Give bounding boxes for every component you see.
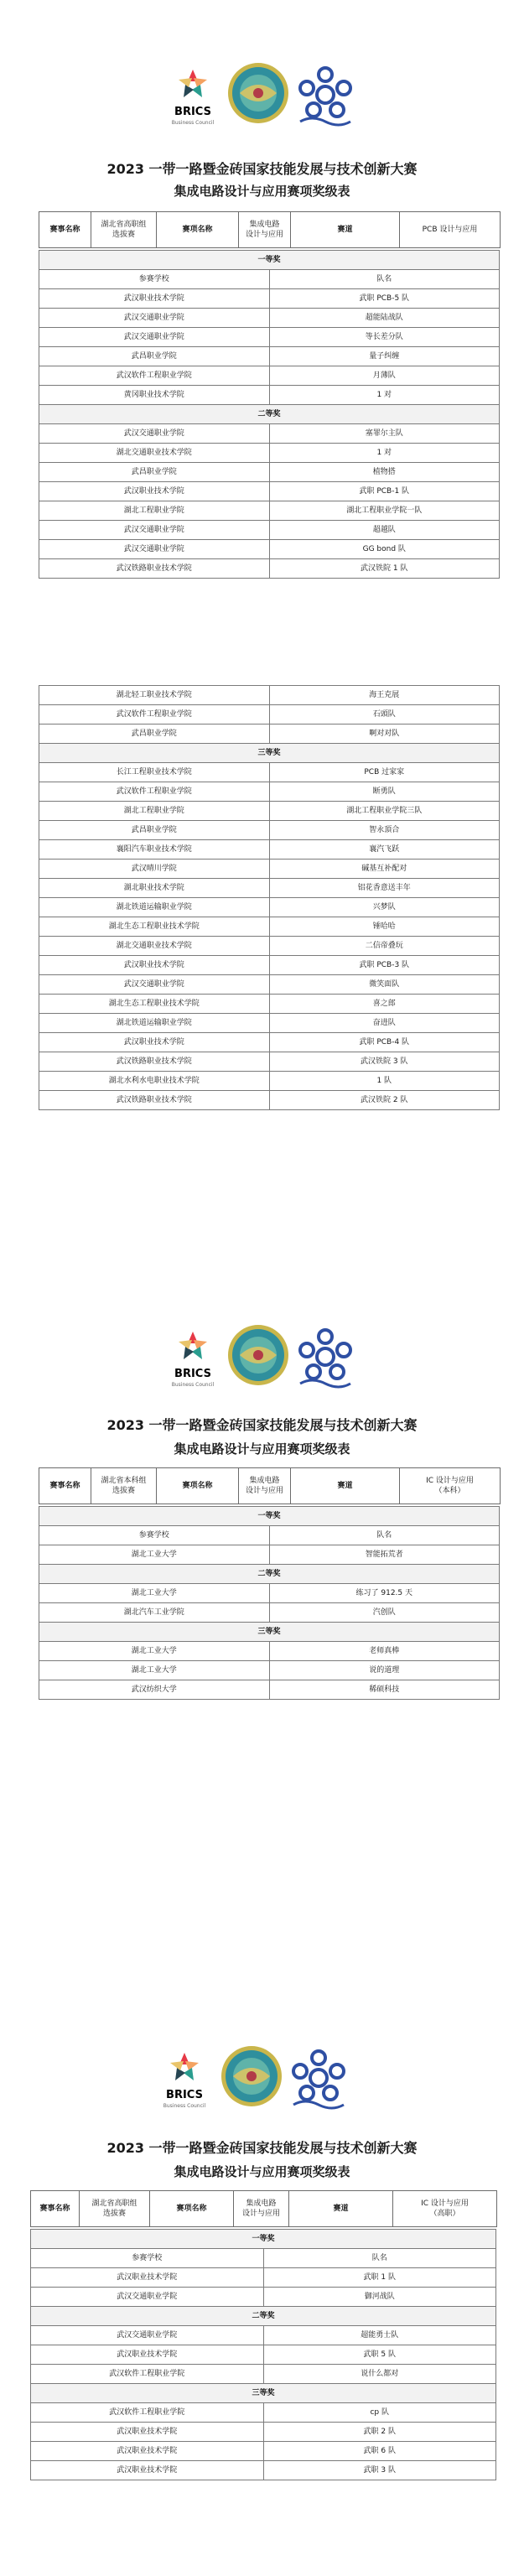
table-row [39, 1072, 500, 1091]
team-cell: 稀硕科技 [269, 1680, 500, 1700]
table-row [39, 782, 500, 802]
header-value-track: IC 设计与应用 （高职） [393, 2191, 497, 2227]
table-row [31, 2268, 496, 2288]
prize-heading-row [31, 2230, 496, 2249]
table-row [39, 898, 500, 917]
school-cell: 武汉铁路职业技术学院 [39, 1052, 270, 1072]
prize-heading-row [39, 1623, 500, 1642]
header-value-item: 集成电路 设计与应用 [239, 212, 291, 248]
team-cell: 断勇队 [269, 782, 500, 802]
svg-text:BRICS: BRICS [174, 106, 211, 118]
school-cell: 武汉铁路职业技术学院 [39, 559, 270, 579]
school-cell: 武汉职业技术学院 [31, 2268, 264, 2288]
school-cell: 武汉交通职业学院 [39, 424, 270, 444]
team-cell: 武职 2 队 [263, 2423, 496, 2442]
school-cell: 湖北生态工程职业技术学院 [39, 917, 270, 937]
table-row [39, 1033, 500, 1052]
school-cell: 参赛学校 [39, 270, 270, 289]
school-cell: 武汉软件工程职业学院 [39, 366, 270, 386]
table-row [39, 444, 500, 463]
prize-heading-row [31, 2384, 496, 2403]
logo-row [0, 1325, 524, 1400]
school-cell: 武昌职业学院 [39, 724, 270, 744]
team-cell: 智永頂合 [269, 821, 500, 840]
page-subtitle: 集成电路设计与应用赛项奖级表 [174, 184, 350, 199]
school-cell: 武汉职业技术学院 [31, 2461, 264, 2480]
school-cell: 武汉软件工程职业学院 [39, 782, 270, 802]
team-cell: 武职 6 队 [263, 2442, 496, 2461]
brics-logo [168, 1325, 218, 1392]
prize-heading-row [39, 1507, 500, 1526]
team-cell: 1 队 [269, 1072, 500, 1091]
prize-level: 三等奖 [31, 2384, 496, 2403]
table-row [39, 482, 500, 501]
school-cell: 湖北工程职业学院 [39, 802, 270, 821]
school-cell: 武汉软件工程职业学院 [39, 705, 270, 724]
school-cell: 湖北工业大学 [39, 1584, 270, 1603]
team-cell: 量子纠缠 [269, 347, 500, 366]
team-cell: 说什么都对 [263, 2365, 496, 2384]
school-cell: 武汉纺织大学 [39, 1680, 270, 1700]
table-row [31, 2442, 496, 2461]
table-row [39, 975, 500, 995]
header-label-item: 赛项名称 [157, 1468, 239, 1504]
table-row [31, 2345, 496, 2365]
team-cell: 啊对对队 [269, 724, 500, 744]
school-cell: 湖北汽车工业学院 [39, 1603, 270, 1623]
table-row [39, 501, 500, 521]
table-row [39, 860, 500, 879]
school-cell: 参赛学校 [31, 2249, 264, 2268]
team-cell: 武汉铁院 3 队 [269, 1052, 500, 1072]
table-row [31, 2461, 496, 2480]
page-title: 2023 一带一路暨金砖国家技能发展与技术创新大赛 [106, 1417, 418, 1433]
page-title: 2023 一带一路暨金砖国家技能发展与技术创新大赛 [106, 2140, 418, 2156]
team-cell: 1 对 [269, 444, 500, 463]
logo-row [0, 2046, 524, 2122]
table-row [39, 1661, 500, 1680]
school-cell: 武汉交通职业学院 [31, 2326, 264, 2345]
table-row [39, 289, 500, 309]
table-row [31, 2288, 496, 2307]
table-row [39, 270, 500, 289]
team-cell: 喜之郎 [269, 995, 500, 1014]
team-cell: 御河战队 [263, 2288, 496, 2307]
team-cell: 武汉铁院 2 队 [269, 1091, 500, 1110]
emblem-logo [226, 1322, 290, 1389]
table-row [39, 937, 500, 956]
knot-logo [288, 2046, 349, 2110]
school-cell: 武昌职业学院 [39, 821, 270, 840]
prize-heading-row [39, 744, 500, 763]
team-cell: 石頭队 [269, 705, 500, 724]
header-label-track: 赛道 [289, 2191, 393, 2227]
table-row [39, 705, 500, 724]
school-cell: 武汉交通职业学院 [39, 975, 270, 995]
school-cell: 湖北生态工程职业技术学院 [39, 995, 270, 1014]
prize-heading-row [39, 405, 500, 424]
team-cell: 队名 [269, 1526, 500, 1545]
school-cell: 武汉职业技术学院 [39, 1033, 270, 1052]
prize-level: 三等奖 [39, 744, 500, 763]
team-cell: 湖北工程职业学院一队 [269, 501, 500, 521]
table-row [39, 1091, 500, 1110]
prize-level: 二等奖 [39, 1565, 500, 1584]
team-cell: 超能陆战队 [269, 309, 500, 328]
school-cell: 湖北轻工职业技术学院 [39, 686, 270, 705]
team-cell: 武职 PCB-4 队 [269, 1033, 500, 1052]
team-cell: 铝花香意送丰年 [269, 879, 500, 898]
table-row [39, 559, 500, 579]
table-row [31, 2326, 496, 2345]
header-value-item: 集成电路 设计与应用 [234, 2191, 289, 2227]
school-cell: 武汉职业技术学院 [31, 2423, 264, 2442]
prize-level: 二等奖 [39, 405, 500, 424]
school-cell: 湖北铁道运输职业学院 [39, 898, 270, 917]
prize-level: 一等奖 [39, 1507, 500, 1526]
table-row [39, 366, 500, 386]
table-row [31, 2249, 496, 2268]
team-cell: 练习了 912.5 天 [269, 1584, 500, 1603]
svg-text:Business Council: Business Council [163, 2103, 206, 2109]
table-row [39, 821, 500, 840]
table-row [39, 1680, 500, 1700]
prize-level: 一等奖 [39, 251, 500, 270]
logo-row [0, 63, 524, 138]
team-cell: 兴梦队 [269, 898, 500, 917]
team-cell: 湖北工程职业学院三队 [269, 802, 500, 821]
table-row [39, 386, 500, 405]
team-cell: 队名 [269, 270, 500, 289]
table-row [39, 956, 500, 975]
table-row [39, 995, 500, 1014]
school-cell: 湖北交通职业技术学院 [39, 444, 270, 463]
school-cell: 湖北工业大学 [39, 1545, 270, 1565]
school-cell: 武汉职业技术学院 [39, 482, 270, 501]
table-row [39, 540, 500, 559]
school-cell: 湖北工业大学 [39, 1642, 270, 1661]
table-row [39, 1526, 500, 1545]
team-cell: 1 对 [269, 386, 500, 405]
school-cell: 武汉软件工程职业学院 [31, 2403, 264, 2423]
school-cell: 武汉职业技术学院 [31, 2442, 264, 2461]
team-cell: 植物搭 [269, 463, 500, 482]
team-cell: 二信帝叠玩 [269, 937, 500, 956]
table-row [31, 2423, 496, 2442]
team-cell: GG bond 队 [269, 540, 500, 559]
table-row [31, 2403, 496, 2423]
team-cell: 老师真棒 [269, 1642, 500, 1661]
brics-logo [159, 2046, 210, 2113]
school-cell: 武汉职业技术学院 [39, 956, 270, 975]
team-cell: 武职 PCB-5 队 [269, 289, 500, 309]
school-cell: 武汉交通职业学院 [31, 2288, 264, 2307]
header-label-item: 赛项名称 [157, 212, 239, 248]
header-value-event: 湖北省高职组 选拔赛 [91, 212, 157, 248]
school-cell: 武汉铁路职业技术学院 [39, 1091, 270, 1110]
school-cell: 湖北职业技术学院 [39, 879, 270, 898]
table-row [39, 463, 500, 482]
team-cell: 武职 1 队 [263, 2268, 496, 2288]
page-subtitle: 集成电路设计与应用赛项奖级表 [174, 2164, 350, 2179]
school-cell: 武昌职业学院 [39, 347, 270, 366]
emblem-logo [220, 2043, 283, 2110]
prize-level: 三等奖 [39, 1623, 500, 1642]
table-row [39, 1545, 500, 1565]
school-cell: 长江工程职业技术学院 [39, 763, 270, 782]
table-row [39, 1584, 500, 1603]
team-cell: 武汉铁院 1 队 [269, 559, 500, 579]
header-value-track: IC 设计与应用 （本科） [400, 1468, 501, 1504]
team-cell: 智能拓荒者 [269, 1545, 500, 1565]
awards-table [39, 250, 500, 579]
header-label-track: 赛道 [291, 212, 400, 248]
team-cell: 奋进队 [269, 1014, 500, 1033]
awards-table-continued [39, 685, 500, 1110]
school-cell: 武汉职业技术学院 [39, 289, 270, 309]
team-cell: 月薄队 [269, 366, 500, 386]
header-label-item: 赛项名称 [150, 2191, 234, 2227]
header-table [39, 211, 501, 248]
svg-text:Business Council: Business Council [171, 1382, 215, 1388]
knot-logo [295, 63, 355, 127]
table-row [39, 309, 500, 328]
svg-text:BRICS: BRICS [166, 2089, 203, 2101]
school-cell: 武汉交通职业学院 [39, 540, 270, 559]
header-value-item: 集成电路 设计与应用 [239, 1468, 291, 1504]
table-row [39, 1603, 500, 1623]
table-row [39, 840, 500, 860]
team-cell: 塞罪尔主队 [269, 424, 500, 444]
school-cell: 武汉交通职业学院 [39, 521, 270, 540]
table-row [39, 328, 500, 347]
table-row [39, 724, 500, 744]
school-cell: 黄冈职业技术学院 [39, 386, 270, 405]
table-row [39, 1052, 500, 1072]
awards-table [39, 1506, 500, 1700]
team-cell: 武职 PCB-1 队 [269, 482, 500, 501]
team-cell: 超能勇士队 [263, 2326, 496, 2345]
page-title: 2023 一带一路暨金砖国家技能发展与技术创新大赛 [106, 161, 418, 177]
header-label-track: 赛道 [291, 1468, 400, 1504]
school-cell: 湖北工业大学 [39, 1661, 270, 1680]
table-row [39, 424, 500, 444]
svg-text:BRICS: BRICS [174, 1368, 211, 1380]
table-row [39, 686, 500, 705]
school-cell: 襄阳汽车职业技术学院 [39, 840, 270, 860]
team-cell: 武职 5 队 [263, 2345, 496, 2365]
team-cell: 武职 PCB-3 队 [269, 956, 500, 975]
header-value-event: 湖北省本科组 选拔赛 [91, 1468, 157, 1504]
team-cell: 碱基互补配对 [269, 860, 500, 879]
table-row [39, 521, 500, 540]
prize-level: 一等奖 [31, 2230, 496, 2249]
header-label-event: 赛事名称 [39, 212, 91, 248]
team-cell: 襄汽飞跃 [269, 840, 500, 860]
school-cell: 武汉交通职业学院 [39, 328, 270, 347]
header-label-event: 赛事名称 [39, 1468, 91, 1504]
header-label-event: 赛事名称 [31, 2191, 80, 2227]
prize-heading-row [39, 251, 500, 270]
school-cell: 湖北水利水电职业技术学院 [39, 1072, 270, 1091]
school-cell: 武汉职业技术学院 [31, 2345, 264, 2365]
svg-text:Business Council: Business Council [171, 120, 215, 126]
team-cell: 汽创队 [269, 1603, 500, 1623]
page-subtitle: 集成电路设计与应用赛项奖级表 [174, 1441, 350, 1457]
school-cell: 湖北工程职业学院 [39, 501, 270, 521]
school-cell: 参赛学校 [39, 1526, 270, 1545]
emblem-logo [226, 60, 290, 127]
team-cell: 队名 [263, 2249, 496, 2268]
team-cell: 等长差分队 [269, 328, 500, 347]
table-row [39, 917, 500, 937]
team-cell: 说的道理 [269, 1661, 500, 1680]
header-table [30, 2190, 497, 2227]
team-cell: PCB 过家家 [269, 763, 500, 782]
team-cell: 超越队 [269, 521, 500, 540]
knot-logo [295, 1325, 355, 1389]
table-row [31, 2365, 496, 2384]
brics-logo [168, 63, 218, 130]
school-cell: 武汉软件工程职业学院 [31, 2365, 264, 2384]
team-cell: 锤哈哈 [269, 917, 500, 937]
table-row [39, 1014, 500, 1033]
table-row [39, 1642, 500, 1661]
header-value-track: PCB 设计与应用 [400, 212, 501, 248]
prize-heading-row [31, 2307, 496, 2326]
prize-heading-row [39, 1565, 500, 1584]
table-row [39, 763, 500, 782]
header-value-event: 湖北省高职组 选拔赛 [80, 2191, 150, 2227]
team-cell: 微笑面队 [269, 975, 500, 995]
team-cell: cp 队 [263, 2403, 496, 2423]
table-row [39, 802, 500, 821]
table-row [39, 879, 500, 898]
table-row [39, 347, 500, 366]
school-cell: 武汉交通职业学院 [39, 309, 270, 328]
team-cell: 海王克展 [269, 686, 500, 705]
school-cell: 武昌职业学院 [39, 463, 270, 482]
school-cell: 湖北交通职业技术学院 [39, 937, 270, 956]
school-cell: 湖北铁道运输职业学院 [39, 1014, 270, 1033]
prize-level: 二等奖 [31, 2307, 496, 2326]
header-table [39, 1467, 501, 1504]
team-cell: 武职 3 队 [263, 2461, 496, 2480]
school-cell: 武汉晴川学院 [39, 860, 270, 879]
awards-table [30, 2229, 496, 2480]
